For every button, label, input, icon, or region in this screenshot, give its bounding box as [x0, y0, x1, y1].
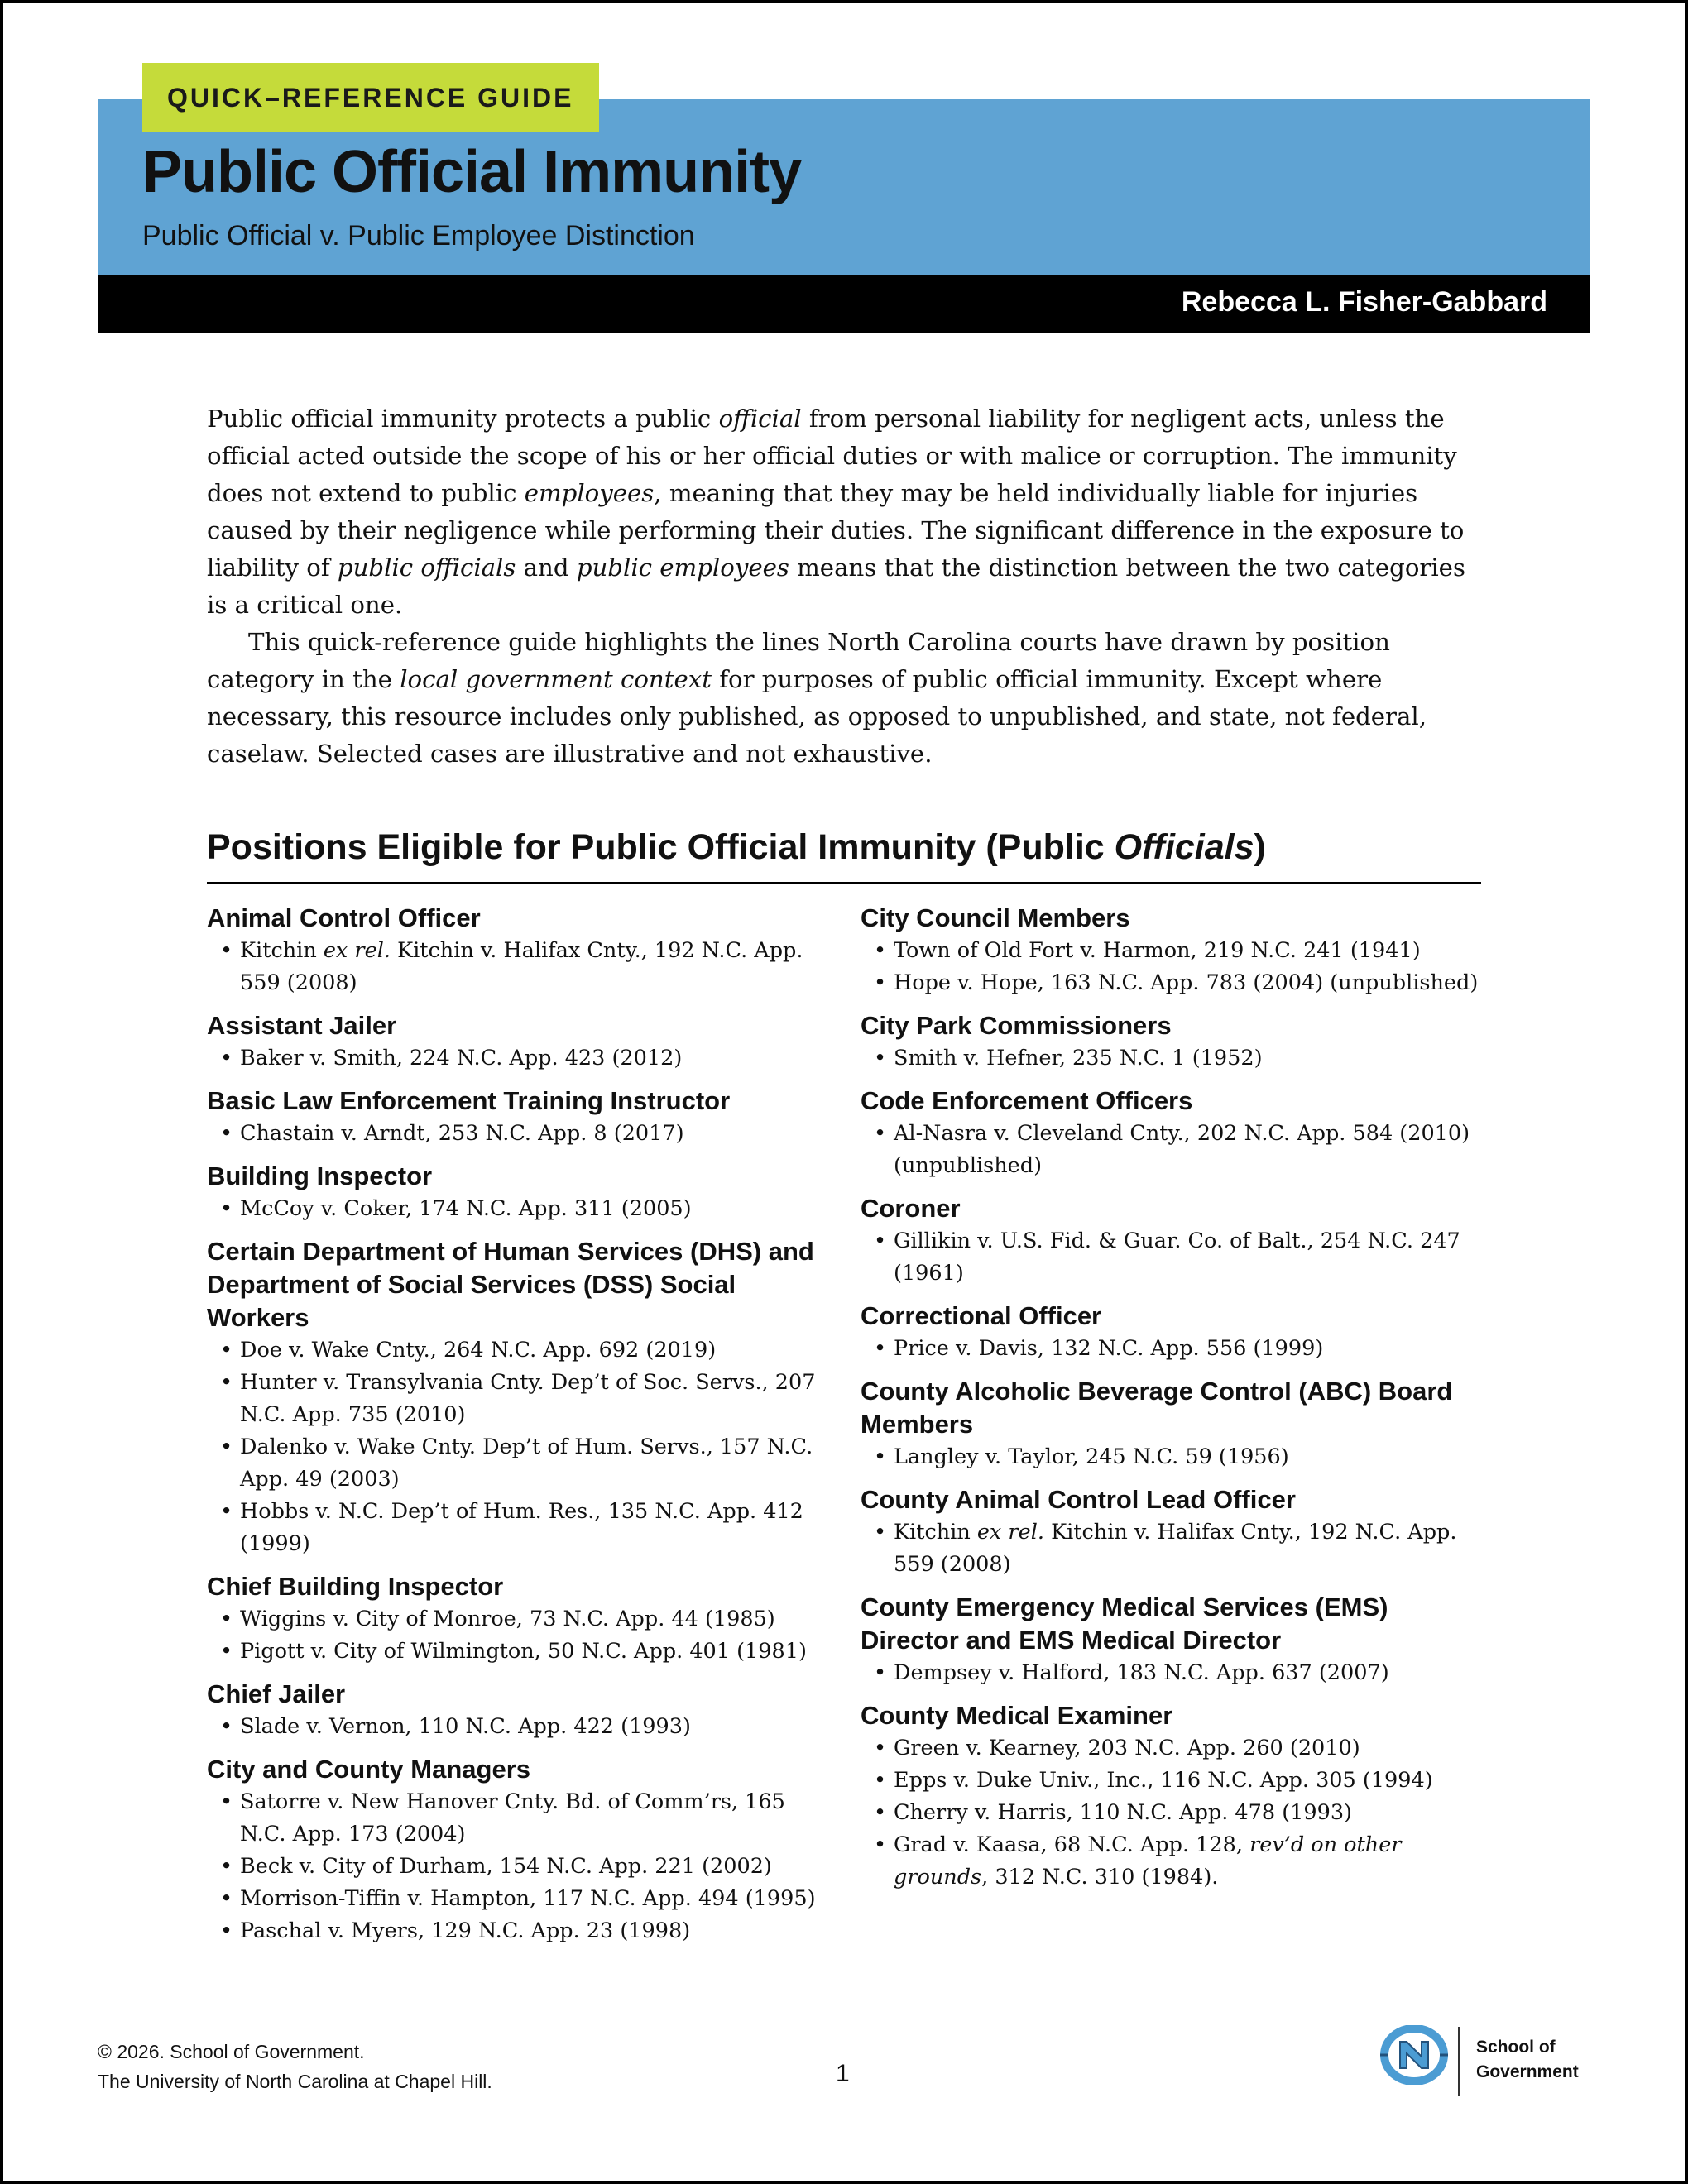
text-run: This quick-reference guide highlights the lines North Carolina courts have drawn by position category in the: [207, 628, 1390, 693]
case-list: [207, 1193, 836, 1225]
position-entry: [207, 1678, 836, 1743]
case-list: [861, 1042, 1489, 1075]
position-title: Chief Building Inspector: [207, 1572, 504, 1601]
position-entry: [207, 1570, 836, 1668]
italic-text: public officials: [337, 553, 516, 582]
case-list: [861, 1732, 1489, 1894]
case-citation: [207, 1636, 836, 1668]
position-title: City Council Members: [861, 903, 1130, 932]
footer-copyright: © 2026. School of Government.: [98, 2041, 365, 2062]
text-run: Dalenko v. Wake Cnty. Dep’t of Hum. Servs., 157 N.C. App. 49 (2003): [240, 1434, 813, 1492]
text-run: Langley v. Taylor, 245 N.C. 59 (1956): [894, 1444, 1289, 1469]
case-citation: [861, 935, 1489, 967]
position-title: Coroner: [861, 1194, 961, 1223]
text-run: Kitchin v. Halifax Cnty., 192 N.C. App. 559 (2008): [894, 1520, 1457, 1577]
text-run: Green v. Kearney, 203 N.C. App. 260 (2010): [894, 1736, 1360, 1760]
text-run: Grad v. Kaasa, 68 N.C. App. 128,: [894, 1832, 1250, 1857]
case-citation: [861, 1765, 1489, 1797]
text-run: Cherry v. Harris, 110 N.C. App. 478 (1993): [894, 1800, 1353, 1825]
position-entry: [207, 1085, 836, 1150]
case-citation: [861, 1118, 1489, 1182]
case-citation: [861, 1829, 1489, 1894]
position-title: Animal Control Officer: [207, 903, 481, 932]
text-run: Hunter v. Transylvania Cnty. Dep’t of Soc. Servs., 207 N.C. App. 735 (2010): [240, 1370, 816, 1427]
page-subtitle: Public Official v. Public Employee Distinction: [142, 220, 695, 251]
unc-nc-logo-icon: [1377, 2025, 1451, 2085]
case-citation: [861, 1225, 1489, 1290]
footer-credit: [98, 2037, 492, 2096]
case-citation: [207, 1367, 836, 1431]
italic-text: rev’d on other grounds: [894, 1832, 1402, 1889]
section-heading-main: Positions Eligible for Public Official Immunity (Public: [207, 827, 1115, 867]
position-title: County Alcoholic Beverage Control (ABC) Board Members: [861, 1377, 1453, 1439]
intro-paragraph-2: [207, 624, 1481, 773]
section-heading: [207, 827, 1266, 868]
text-run: Town of Old Fort v. Harmon, 219 N.C. 241 (1941): [894, 938, 1421, 963]
case-list: [861, 1516, 1489, 1581]
case-citation: [207, 1883, 836, 1915]
position-title: City and County Managers: [207, 1755, 530, 1784]
italic-text: ex rel.: [323, 938, 391, 963]
footer-university: The University of North Carolina at Chapel Hill.: [98, 2071, 492, 2092]
section-heading-italic: Officials: [1114, 827, 1254, 867]
left-column: [207, 902, 836, 1957]
text-run: from personal liability for negligent acts, unless the official acted outside the scope of his or her official duties or with malice or corruption. The immunity does not extend to public: [207, 405, 1457, 507]
text-run: Public official immunity protects a public: [207, 405, 719, 433]
logo-line-2: Government: [1476, 2062, 1579, 2081]
text-run: , 312 N.C. 310 (1984).: [981, 1865, 1219, 1889]
position-title: City Park Commissioners: [861, 1011, 1172, 1040]
page-number: 1: [836, 2060, 850, 2087]
guide-badge: QUICK–REFERENCE GUIDE: [142, 63, 599, 132]
text-run: Baker v. Smith, 224 N.C. App. 423 (2012): [240, 1046, 683, 1070]
logo-divider: [1458, 2027, 1460, 2096]
text-run: Chastain v. Arndt, 253 N.C. App. 8 (2017): [240, 1121, 684, 1146]
text-run: Doe v. Wake Cnty., 264 N.C. App. 692 (2019): [240, 1338, 717, 1363]
position-entry: [861, 1300, 1489, 1365]
case-list: [861, 1441, 1489, 1473]
text-run: Beck v. City of Durham, 154 N.C. App. 221 (2002): [240, 1854, 772, 1879]
right-column: [861, 902, 1489, 1904]
case-list: [207, 1711, 836, 1743]
case-citation: [207, 1042, 836, 1075]
case-list: [861, 1333, 1489, 1365]
position-title: Building Inspector: [207, 1161, 433, 1190]
case-citation: [207, 1496, 836, 1560]
case-list: [861, 1657, 1489, 1689]
case-citation: [207, 1118, 836, 1150]
case-citation: [207, 1603, 836, 1636]
author-bar: [98, 275, 1590, 333]
text-run: Al-Nasra v. Cleveland Cnty., 202 N.C. App. 584 (2010) (unpublished): [894, 1121, 1470, 1178]
case-citation: [861, 1333, 1489, 1365]
text-run: Kitchin: [894, 1520, 977, 1545]
position-entry: [861, 1699, 1489, 1894]
text-run: Paschal v. Myers, 129 N.C. App. 23 (1998): [240, 1918, 691, 1943]
case-citation: [207, 1915, 836, 1947]
case-citation: [861, 1441, 1489, 1473]
position-entry: [207, 1009, 836, 1075]
text-run: and: [516, 553, 577, 582]
case-list: [207, 1786, 836, 1947]
text-run: Wiggins v. City of Monroe, 73 N.C. App. 44 (1985): [240, 1607, 775, 1631]
position-entry: [861, 902, 1489, 999]
case-citation: [207, 1851, 836, 1883]
case-list: [207, 1603, 836, 1668]
text-run: Smith v. Hefner, 235 N.C. 1 (1952): [894, 1046, 1263, 1070]
text-run: Gillikin v. U.S. Fid. & Guar. Co. of Balt., 254 N.C. 247 (1961): [894, 1228, 1460, 1286]
text-run: Price v. Davis, 132 N.C. App. 556 (1999): [894, 1336, 1324, 1361]
italic-text: local government context: [400, 665, 712, 693]
text-run: Hobbs v. N.C. Dep’t of Hum. Res., 135 N.C. App. 412 (1999): [240, 1499, 803, 1556]
position-title: Basic Law Enforcement Training Instructor: [207, 1086, 731, 1115]
case-list: [861, 1225, 1489, 1290]
position-title: County Animal Control Lead Officer: [861, 1485, 1296, 1514]
italic-text: official: [718, 405, 802, 433]
case-citation: [207, 1334, 836, 1367]
case-citation: [861, 1797, 1489, 1829]
text-run: for purposes of public official immunity. Except where necessary, this resource includes only published, as opposed to unpublished, and state, not federal, caselaw. Selected cases are illustrative and not exhaustive.: [207, 665, 1427, 768]
case-citation: [207, 1193, 836, 1225]
case-citation: [861, 1732, 1489, 1765]
text-run: Dempsey v. Halford, 183 N.C. App. 637 (2007): [894, 1660, 1389, 1685]
case-list: [207, 935, 836, 999]
position-entry: [861, 1591, 1489, 1689]
case-citation: [861, 1516, 1489, 1581]
page-title: Public Official Immunity: [142, 139, 802, 205]
text-run: Kitchin: [240, 938, 324, 963]
section-heading-end: ): [1254, 827, 1266, 867]
position-title: Correctional Officer: [861, 1301, 1102, 1330]
text-run: Pigott v. City of Wilmington, 50 N.C. App. 401 (1981): [240, 1639, 807, 1664]
position-entry: [861, 1009, 1489, 1075]
case-citation: [861, 1042, 1489, 1075]
position-entry: [861, 1192, 1489, 1290]
section-rule: [207, 882, 1481, 884]
position-title: County Medical Examiner: [861, 1701, 1173, 1730]
italic-text: public employees: [576, 553, 789, 582]
case-list: [207, 1334, 836, 1560]
position-entry: [861, 1483, 1489, 1581]
position-title: County Emergency Medical Services (EMS) Director and EMS Medical Director: [861, 1592, 1388, 1655]
position-entry: [207, 1235, 836, 1560]
case-citation: [207, 1786, 836, 1851]
logo-line-1: School of: [1476, 2038, 1556, 2057]
text-run: Satorre v. New Hanover Cnty. Bd. of Comm’rs, 165 N.C. App. 173 (2004): [240, 1789, 785, 1846]
position-entry: [861, 1375, 1489, 1473]
intro-text: [207, 400, 1481, 773]
case-citation: [861, 1657, 1489, 1689]
text-run: , meaning that they may be held individually liable for injuries caused by their negligence while performing their duties. The significant difference in the exposure to liability of: [207, 479, 1465, 582]
case-citation: [861, 967, 1489, 999]
italic-text: employees: [524, 479, 655, 507]
text-run: Slade v. Vernon, 110 N.C. App. 422 (1993): [240, 1714, 691, 1739]
position-entry: [207, 1753, 836, 1947]
text-run: Epps v. Duke Univ., Inc., 116 N.C. App. 305 (1994): [894, 1768, 1433, 1793]
text-run: Morrison-Tiffin v. Hampton, 117 N.C. App. 494 (1995): [240, 1886, 816, 1911]
position-title: Chief Jailer: [207, 1679, 346, 1708]
position-entry: [207, 902, 836, 999]
case-list: [207, 1042, 836, 1075]
text-run: McCoy v. Coker, 174 N.C. App. 311 (2005): [240, 1196, 692, 1221]
position-entry: [861, 1085, 1489, 1182]
italic-text: ex rel.: [976, 1520, 1044, 1545]
case-list: [861, 935, 1489, 999]
position-entry: [207, 1160, 836, 1225]
position-title: Certain Department of Human Services (DHS) and Department of Social Services (DSS) Social Workers: [207, 1237, 814, 1332]
case-citation: [207, 935, 836, 999]
intro-paragraph-1: [207, 400, 1481, 624]
position-title: Assistant Jailer: [207, 1011, 397, 1040]
text-run: Hope v. Hope, 163 N.C. App. 783 (2004) (unpublished): [894, 970, 1479, 995]
case-list: [861, 1118, 1489, 1182]
logo-text: [1476, 2035, 1579, 2085]
author-name: Rebecca L. Fisher-Gabbard: [1181, 286, 1547, 318]
case-citation: [207, 1711, 836, 1743]
case-list: [207, 1118, 836, 1150]
text-run: Kitchin v. Halifax Cnty., 192 N.C. App. 559 (2008): [240, 938, 803, 995]
text-run: means that the distinction between the two categories is a critical one.: [207, 553, 1465, 619]
case-citation: [207, 1431, 836, 1496]
position-title: Code Enforcement Officers: [861, 1086, 1193, 1115]
